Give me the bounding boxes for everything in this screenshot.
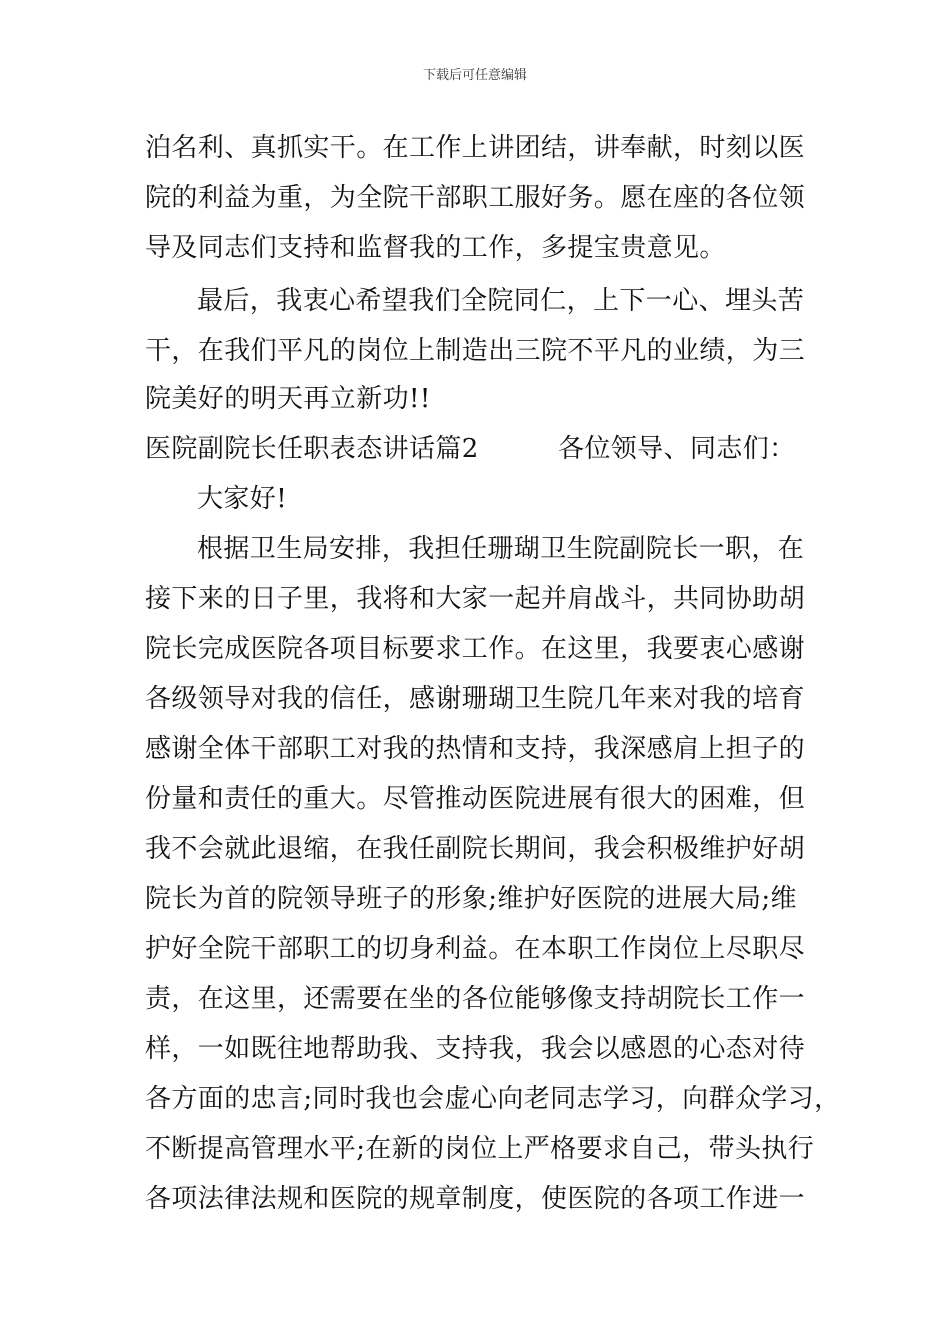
- text-line: 导及同志们支持和监督我的工作，多提宝贵意见。: [145, 233, 726, 263]
- text-line: 不断提高管理水平;在新的岗位上严格要求自己，带头执行: [145, 1134, 815, 1164]
- text-line: 份量和责任的重大。尽管推动医院进展有很大的困难，但: [145, 784, 806, 814]
- text-line: 感谢全体干部职工对我的热情和支持，我深感肩上担子的: [145, 734, 806, 764]
- text-line: 各项法律法规和医院的规章制度，使医院的各项工作进一: [145, 1184, 806, 1214]
- section-heading-line: 医院副院长任职表态讲话篇2 各位领导、同志们：: [145, 434, 796, 464]
- text-line: 样，一如既往地帮助我、支持我，我会以感恩的心态对待: [145, 1034, 806, 1064]
- text-line: 院美好的明天再立新功!!: [145, 384, 431, 414]
- text-line: 我不会就此退缩，在我任副院长期间，我会积极维护好胡: [145, 834, 806, 864]
- text-line: 干，在我们平凡的岗位上制造出三院不平凡的业绩，为三: [145, 336, 806, 366]
- text-line: 院长为首的院领导班子的形象;维护好医院的进展大局;维: [145, 884, 797, 914]
- text-line: 各方面的忠言;同时我也会虚心向老同志学习，向群众学习，: [145, 1084, 841, 1114]
- text-line: 最后，我衷心希望我们全院同仁，上下一心、埋头苦: [197, 286, 805, 316]
- text-line: 责，在这里，还需要在坐的各位能够像支持胡院长工作一: [145, 984, 806, 1014]
- text-line: 院的利益为重，为全院干部职工服好务。愿在座的各位领: [145, 183, 806, 213]
- text-line: 泊名利、真抓实干。在工作上讲团结，讲奉献，时刻以医: [145, 133, 806, 163]
- text-line: 根据卫生局安排，我担任珊瑚卫生院副院长一职，在: [197, 534, 805, 564]
- text-line: 院长完成医院各项目标要求工作。在这里，我要衷心感谢: [145, 634, 806, 664]
- text-line: 接下来的日子里，我将和大家一起并肩战斗，共同协助胡: [145, 584, 806, 614]
- page-header: 下载后可任意编辑: [422, 68, 527, 83]
- text-line: 护好全院干部职工的切身利益。在本职工作岗位上尽职尽: [145, 934, 806, 964]
- text-line: 各级领导对我的信任，感谢珊瑚卫生院几年来对我的培育: [145, 684, 806, 714]
- text-line: 大家好!: [197, 484, 288, 514]
